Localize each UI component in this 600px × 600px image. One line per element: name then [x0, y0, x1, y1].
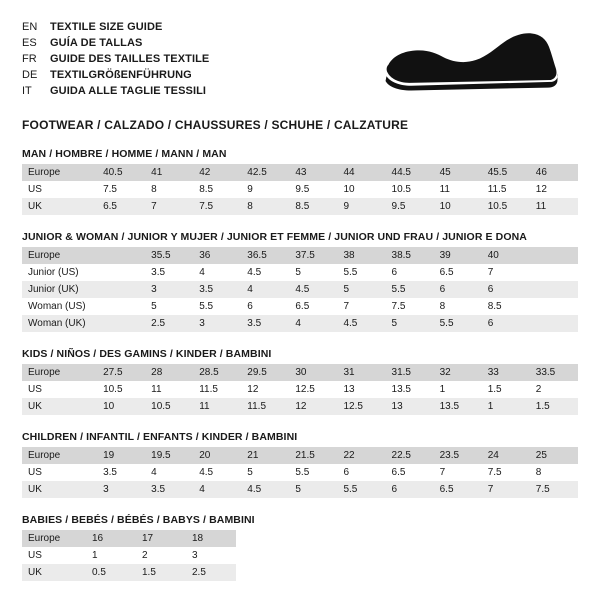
table-row [22, 398, 578, 415]
cell: 40 [482, 247, 530, 264]
cell: 3.5 [193, 281, 241, 298]
cell: 3.5 [241, 315, 289, 332]
cell: 40.5 [97, 164, 145, 181]
cell: 7 [337, 298, 385, 315]
table-row [22, 547, 236, 564]
cell: 6 [241, 298, 289, 315]
cell: 5 [289, 264, 337, 281]
cell: 7 [482, 264, 530, 281]
cell: 20 [193, 447, 241, 464]
cell [97, 281, 145, 298]
cell: 7.5 [193, 198, 241, 215]
cell: 27.5 [97, 364, 145, 381]
cell: 4.5 [241, 481, 289, 498]
cell [530, 247, 578, 264]
cell: 38 [337, 247, 385, 264]
cell: 11.5 [193, 381, 241, 398]
cell: 6.5 [434, 481, 482, 498]
cell: 38.5 [386, 247, 434, 264]
cell: 0.5 [86, 564, 136, 581]
cell [97, 264, 145, 281]
cell: 13.5 [434, 398, 482, 415]
cell: 12 [530, 181, 578, 198]
table-row [22, 181, 578, 198]
cell [97, 298, 145, 315]
row-label: Europe [22, 447, 97, 464]
language-title: TEXTILE SIZE GUIDE [50, 21, 163, 33]
cell: 6 [482, 315, 530, 332]
cell: 5 [289, 481, 337, 498]
cell: 9 [337, 198, 385, 215]
row-label: UK [22, 198, 97, 215]
page-header [22, 18, 578, 104]
language-list [22, 18, 209, 98]
cell: 2.5 [186, 564, 236, 581]
table-row [22, 281, 578, 298]
cell: 2.5 [145, 315, 193, 332]
group-kids [22, 348, 578, 415]
cell: 31 [337, 364, 385, 381]
cell: 1 [434, 381, 482, 398]
cell: 30 [289, 364, 337, 381]
cell: 32 [434, 364, 482, 381]
cell: 6.5 [97, 198, 145, 215]
table-row [22, 364, 578, 381]
cell: 8.5 [482, 298, 530, 315]
language-title: GUIDA ALLE TAGLIE TESSILI [50, 85, 207, 97]
cell: 7.5 [530, 481, 578, 498]
language-row [22, 20, 209, 34]
cell: 5.5 [337, 481, 385, 498]
cell: 8 [145, 181, 193, 198]
cell: 10.5 [97, 381, 145, 398]
cell: 3.5 [145, 264, 193, 281]
cell: 36 [193, 247, 241, 264]
cell: 4.5 [193, 464, 241, 481]
group-children [22, 431, 578, 498]
cell: 1 [482, 398, 530, 415]
cell: 8.5 [289, 198, 337, 215]
cell [530, 315, 578, 332]
cell: 6 [386, 264, 434, 281]
cell: 5 [145, 298, 193, 315]
cell [530, 264, 578, 281]
table-row [22, 481, 578, 498]
cell: 22.5 [386, 447, 434, 464]
cell: 3.5 [97, 464, 145, 481]
language-row [22, 36, 209, 50]
cell: 36.5 [241, 247, 289, 264]
group-title: BABIES / BEBÉS / BÉBÉS / BABYS / BAMBINI [22, 514, 255, 526]
cell: 1.5 [530, 398, 578, 415]
cell: 3 [97, 481, 145, 498]
table-row [22, 247, 578, 264]
table-row [22, 298, 578, 315]
cell: 9.5 [289, 181, 337, 198]
cell: 11.5 [241, 398, 289, 415]
cell: 10 [97, 398, 145, 415]
language-code: FR [22, 53, 37, 65]
row-label: Junior (US) [22, 264, 97, 281]
row-label: UK [22, 481, 97, 498]
cell: 22 [337, 447, 385, 464]
group-title: MAN / HOMBRE / HOMME / MANN / MAN [22, 148, 227, 160]
cell: 7 [145, 198, 193, 215]
cell: 33 [482, 364, 530, 381]
cell: 3 [145, 281, 193, 298]
group-title: JUNIOR & WOMAN / JUNIOR Y MUJER / JUNIOR ET FEMME / JUNIOR UND FRAU / JUNIOR E DONA [22, 231, 527, 243]
cell: 6 [482, 281, 530, 298]
cell: 23.5 [434, 447, 482, 464]
row-label: Europe [22, 364, 97, 381]
cell: 4 [289, 315, 337, 332]
cell: 7.5 [386, 298, 434, 315]
cell: 12 [289, 398, 337, 415]
cell: 25 [530, 447, 578, 464]
cell: 6 [337, 464, 385, 481]
cell: 33.5 [530, 364, 578, 381]
language-row [22, 52, 209, 66]
cell: 4.5 [241, 264, 289, 281]
group-man [22, 148, 578, 215]
cell: 7.5 [482, 464, 530, 481]
cell: 21 [241, 447, 289, 464]
cell: 44 [337, 164, 385, 181]
cell: 45.5 [482, 164, 530, 181]
cell: 2 [530, 381, 578, 398]
row-label: UK [22, 398, 97, 415]
cell: 11 [193, 398, 241, 415]
cell: 16 [86, 530, 136, 547]
cell: 5 [241, 464, 289, 481]
cell: 5.5 [386, 281, 434, 298]
table-row [22, 164, 578, 181]
cell: 11 [434, 181, 482, 198]
cell: 12 [241, 381, 289, 398]
row-label: US [22, 464, 97, 481]
cell: 11 [145, 381, 193, 398]
cell: 28.5 [193, 364, 241, 381]
language-row [22, 68, 209, 82]
table-row [22, 198, 578, 215]
language-code: EN [22, 21, 38, 33]
cell: 4 [145, 464, 193, 481]
cell: 7 [434, 464, 482, 481]
row-label: Junior (UK) [22, 281, 97, 298]
table-row [22, 564, 236, 581]
size-table-babies [22, 530, 236, 581]
cell: 37.5 [289, 247, 337, 264]
row-label: US [22, 381, 97, 398]
cell: 11.5 [482, 181, 530, 198]
language-code: IT [22, 85, 32, 97]
cell: 2 [136, 547, 186, 564]
cell: 1.5 [136, 564, 186, 581]
group-junior-woman [22, 231, 578, 332]
cell [97, 247, 145, 264]
cell: 19.5 [145, 447, 193, 464]
cell: 12.5 [289, 381, 337, 398]
cell [530, 298, 578, 315]
cell: 1.5 [482, 381, 530, 398]
cell: 6.5 [434, 264, 482, 281]
cell: 8 [434, 298, 482, 315]
cell: 10 [337, 181, 385, 198]
cell: 5 [337, 281, 385, 298]
cell: 17 [136, 530, 186, 547]
cell: 39 [434, 247, 482, 264]
cell: 4.5 [337, 315, 385, 332]
cell: 10.5 [145, 398, 193, 415]
cell: 7 [482, 481, 530, 498]
row-label: UK [22, 564, 86, 581]
group-title: CHILDREN / INFANTIL / ENFANTS / KINDER / BAMBINI [22, 431, 298, 443]
cell: 9 [241, 181, 289, 198]
cell: 11 [530, 198, 578, 215]
cell: 10.5 [482, 198, 530, 215]
cell: 18 [186, 530, 236, 547]
cell: 8.5 [193, 181, 241, 198]
cell: 43 [289, 164, 337, 181]
cell: 9.5 [386, 198, 434, 215]
table-row [22, 447, 578, 464]
row-label: Europe [22, 530, 86, 547]
cell: 42 [193, 164, 241, 181]
cell: 6.5 [386, 464, 434, 481]
cell: 7.5 [97, 181, 145, 198]
cell [530, 281, 578, 298]
table-row [22, 530, 236, 547]
row-label: US [22, 181, 97, 198]
cell: 46 [530, 164, 578, 181]
cell: 29.5 [241, 364, 289, 381]
row-label: Europe [22, 247, 97, 264]
cell: 10.5 [386, 181, 434, 198]
row-label: Woman (US) [22, 298, 97, 315]
cell: 35.5 [145, 247, 193, 264]
cell: 42.5 [241, 164, 289, 181]
cell: 21.5 [289, 447, 337, 464]
row-label: Europe [22, 164, 97, 181]
cell: 1 [86, 547, 136, 564]
table-row [22, 381, 578, 398]
cell: 13 [337, 381, 385, 398]
cell: 4 [193, 481, 241, 498]
cell: 6.5 [289, 298, 337, 315]
cell: 13.5 [386, 381, 434, 398]
cell: 5 [386, 315, 434, 332]
cell: 45 [434, 164, 482, 181]
cell: 10 [434, 198, 482, 215]
cell: 6 [386, 481, 434, 498]
table-row [22, 315, 578, 332]
table-row [22, 264, 578, 281]
language-title: GUÍA DE TALLAS [50, 37, 143, 49]
row-label: US [22, 547, 86, 564]
cell: 4 [241, 281, 289, 298]
language-code: DE [22, 69, 38, 81]
cell: 28 [145, 364, 193, 381]
table-row [22, 464, 578, 481]
cell: 44.5 [386, 164, 434, 181]
cell: 12.5 [337, 398, 385, 415]
language-row [22, 84, 209, 98]
cell: 5.5 [337, 264, 385, 281]
language-code: ES [22, 37, 37, 49]
cell: 5.5 [434, 315, 482, 332]
cell: 13 [386, 398, 434, 415]
cell: 19 [97, 447, 145, 464]
cell: 31.5 [386, 364, 434, 381]
cell: 3.5 [145, 481, 193, 498]
cell: 3 [193, 315, 241, 332]
group-title: KIDS / NIÑOS / DES GAMINS / KINDER / BAMBINI [22, 348, 272, 360]
cell: 4.5 [289, 281, 337, 298]
group-babies [22, 514, 578, 581]
size-table-kids [22, 364, 578, 415]
cell [97, 315, 145, 332]
cell: 5.5 [193, 298, 241, 315]
page-title: FOOTWEAR / CALZADO / CHAUSSURES / SCHUHE / CALZATURE [22, 118, 409, 132]
size-table-junior-woman [22, 247, 578, 332]
size-table-children [22, 447, 578, 498]
size-table-man [22, 164, 578, 215]
cell: 24 [482, 447, 530, 464]
cell: 6 [434, 281, 482, 298]
dress-shoe-icon [372, 18, 572, 104]
language-title: GUIDE DES TAILLES TEXTILE [50, 53, 210, 65]
cell: 41 [145, 164, 193, 181]
cell: 8 [530, 464, 578, 481]
language-title: TEXTILGRÖßENFÜHRUNG [50, 69, 192, 81]
cell: 3 [186, 547, 236, 564]
cell: 5.5 [289, 464, 337, 481]
row-label: Woman (UK) [22, 315, 97, 332]
cell: 8 [241, 198, 289, 215]
cell: 4 [193, 264, 241, 281]
